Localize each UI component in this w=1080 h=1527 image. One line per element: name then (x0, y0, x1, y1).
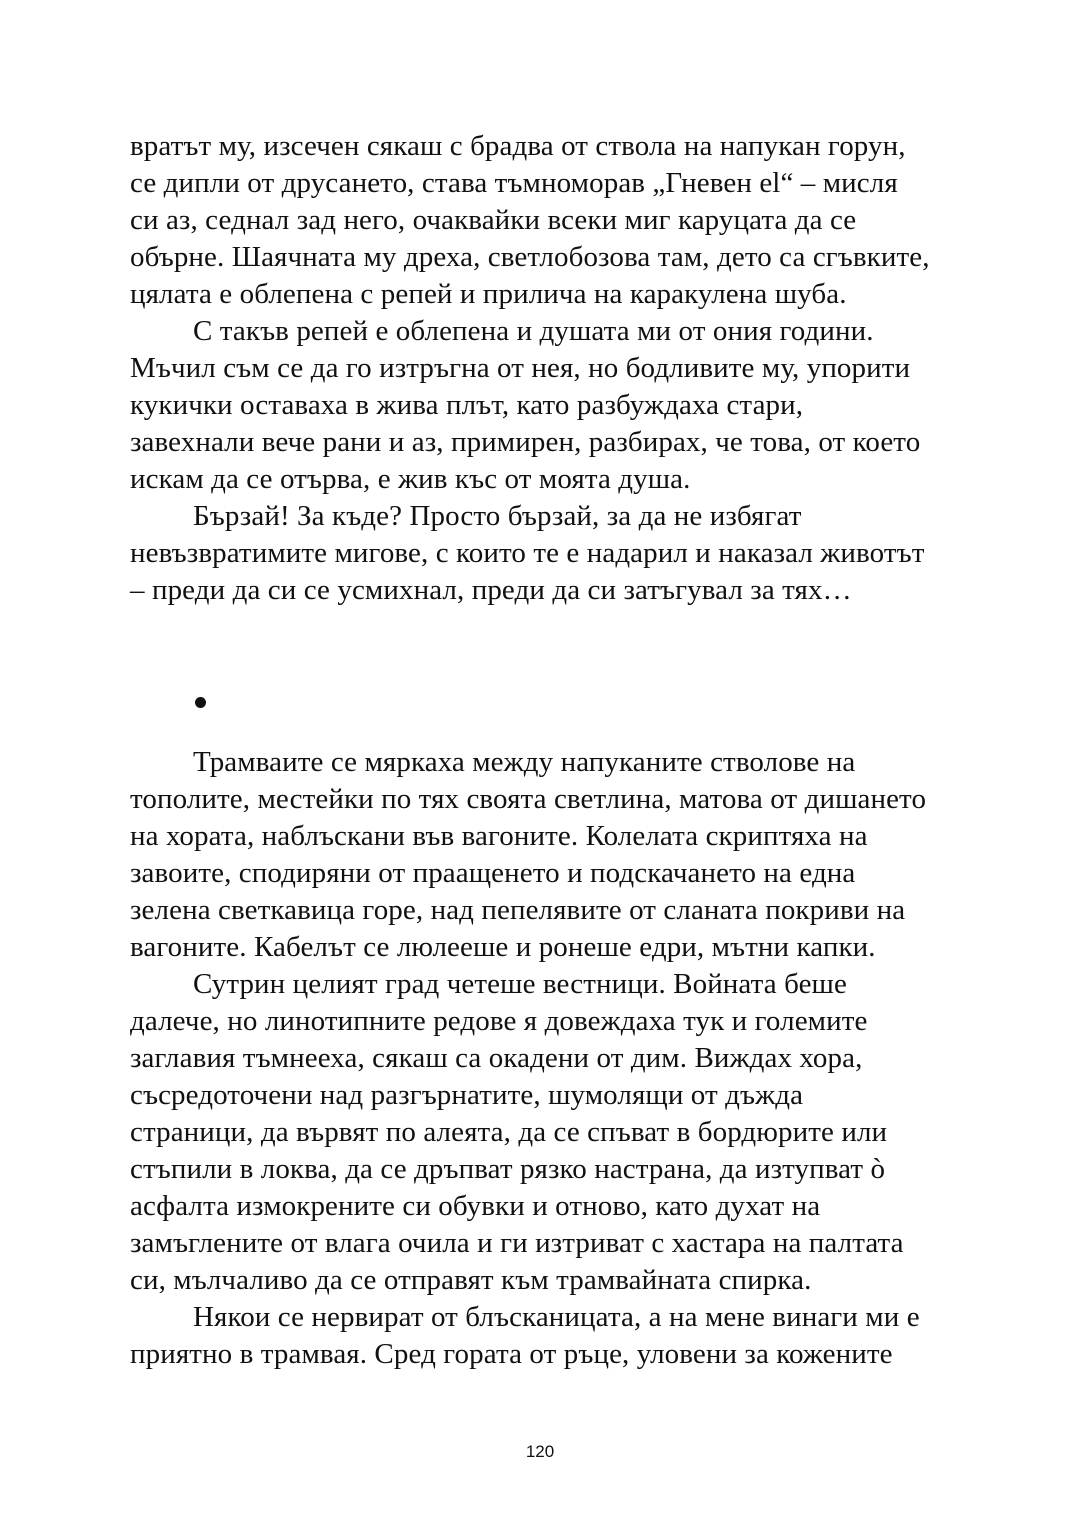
paragraph-first-line: Бързай! За къде? Просто бързай, за да не избягат (193, 500, 802, 532)
text-line: далече, но линотипните редове я довеждаха тук и големите (130, 1005, 868, 1037)
text-line: замъглените от влага очила и ги изтриват с хастара на палтата (130, 1227, 904, 1259)
text-line: страници, да вървят по алеята, да се спъват в бордюрите или (130, 1116, 888, 1148)
text-line: се дипли от друсането, става тъмноморав „Гневен el“ – мисля (130, 167, 898, 199)
text-line: невъзвратимите мигове, с които те е надарил и наказал животът (130, 537, 925, 569)
section-separator-bullet (195, 697, 206, 708)
text-line: стъпили в локва, да се дръпват рязко настрана, да изтупват ò (130, 1153, 886, 1185)
text-line: приятно в трамвая. Сред гората от ръце, уловени за кожените (130, 1338, 893, 1370)
text-line: си аз, седнал зад него, очаквайки всеки миг каруцата да се (130, 204, 857, 236)
page-number: 120 (525, 1442, 555, 1461)
text-line: завехнали вече рани и аз, примирен, разбирах, че това, от което (130, 426, 921, 458)
text-line: Мъчил съм се да го изтръгна от нея, но бодливите му, упорити (130, 352, 911, 384)
paragraph-first-line: Сутрин целият град четеше вестници. Войната беше (193, 968, 847, 1000)
text-line: вратът му, изсечен сякаш с брадва от ствола на напукан горун, (130, 130, 906, 162)
text-line: – преди да си се усмихнал, преди да си затъгувал за тях… (130, 574, 852, 606)
text-line: цялата е облепена с репей и прилича на каракулена шуба. (130, 278, 847, 310)
text-line: заглавия тъмнееха, сякаш са окадени от дим. Виждах хора, (130, 1042, 863, 1074)
text-line: обърне. Шаячната му дреха, светлобозова там, дето са сгъвките, (130, 241, 930, 273)
paragraph-first-line: Трамваите се мяркаха между напуканите стволове на (193, 746, 856, 778)
text-line: завоите, сподиряни от праащенето и подскачането на една (130, 857, 856, 889)
text-line: тополите, местейки по тях своята светлина, матова от дишането (130, 783, 927, 815)
text-line: си, мълчаливо да се отправят към трамвайната спирка. (130, 1264, 812, 1296)
text-line: съсредоточени над разгърнатите, шумолящи от дъжда (130, 1079, 804, 1111)
text-line: на хората, наблъскани във вагоните. Колелата скриптяха на (130, 820, 868, 852)
text-line: асфалта измокрените си обувки и отново, като духат на (130, 1190, 821, 1222)
paragraph-first-line: Някои се нервират от блъсканицата, а на мене винаги ми е (193, 1301, 920, 1333)
text-line: кукички оставаха в жива плът, като разбуждаха стари, (130, 389, 804, 421)
text-line: искам да се отърва, е жив къс от моята душа. (130, 463, 691, 495)
text-line: вагоните. Кабелът се люлееше и ронеше едри, мътни капки. (130, 931, 876, 963)
text-line: зелена светкавица горе, над пепелявите от сланата покриви на (130, 894, 906, 926)
paragraph-first-line: С такъв репей е облепена и душата ми от ония години. (193, 315, 874, 347)
